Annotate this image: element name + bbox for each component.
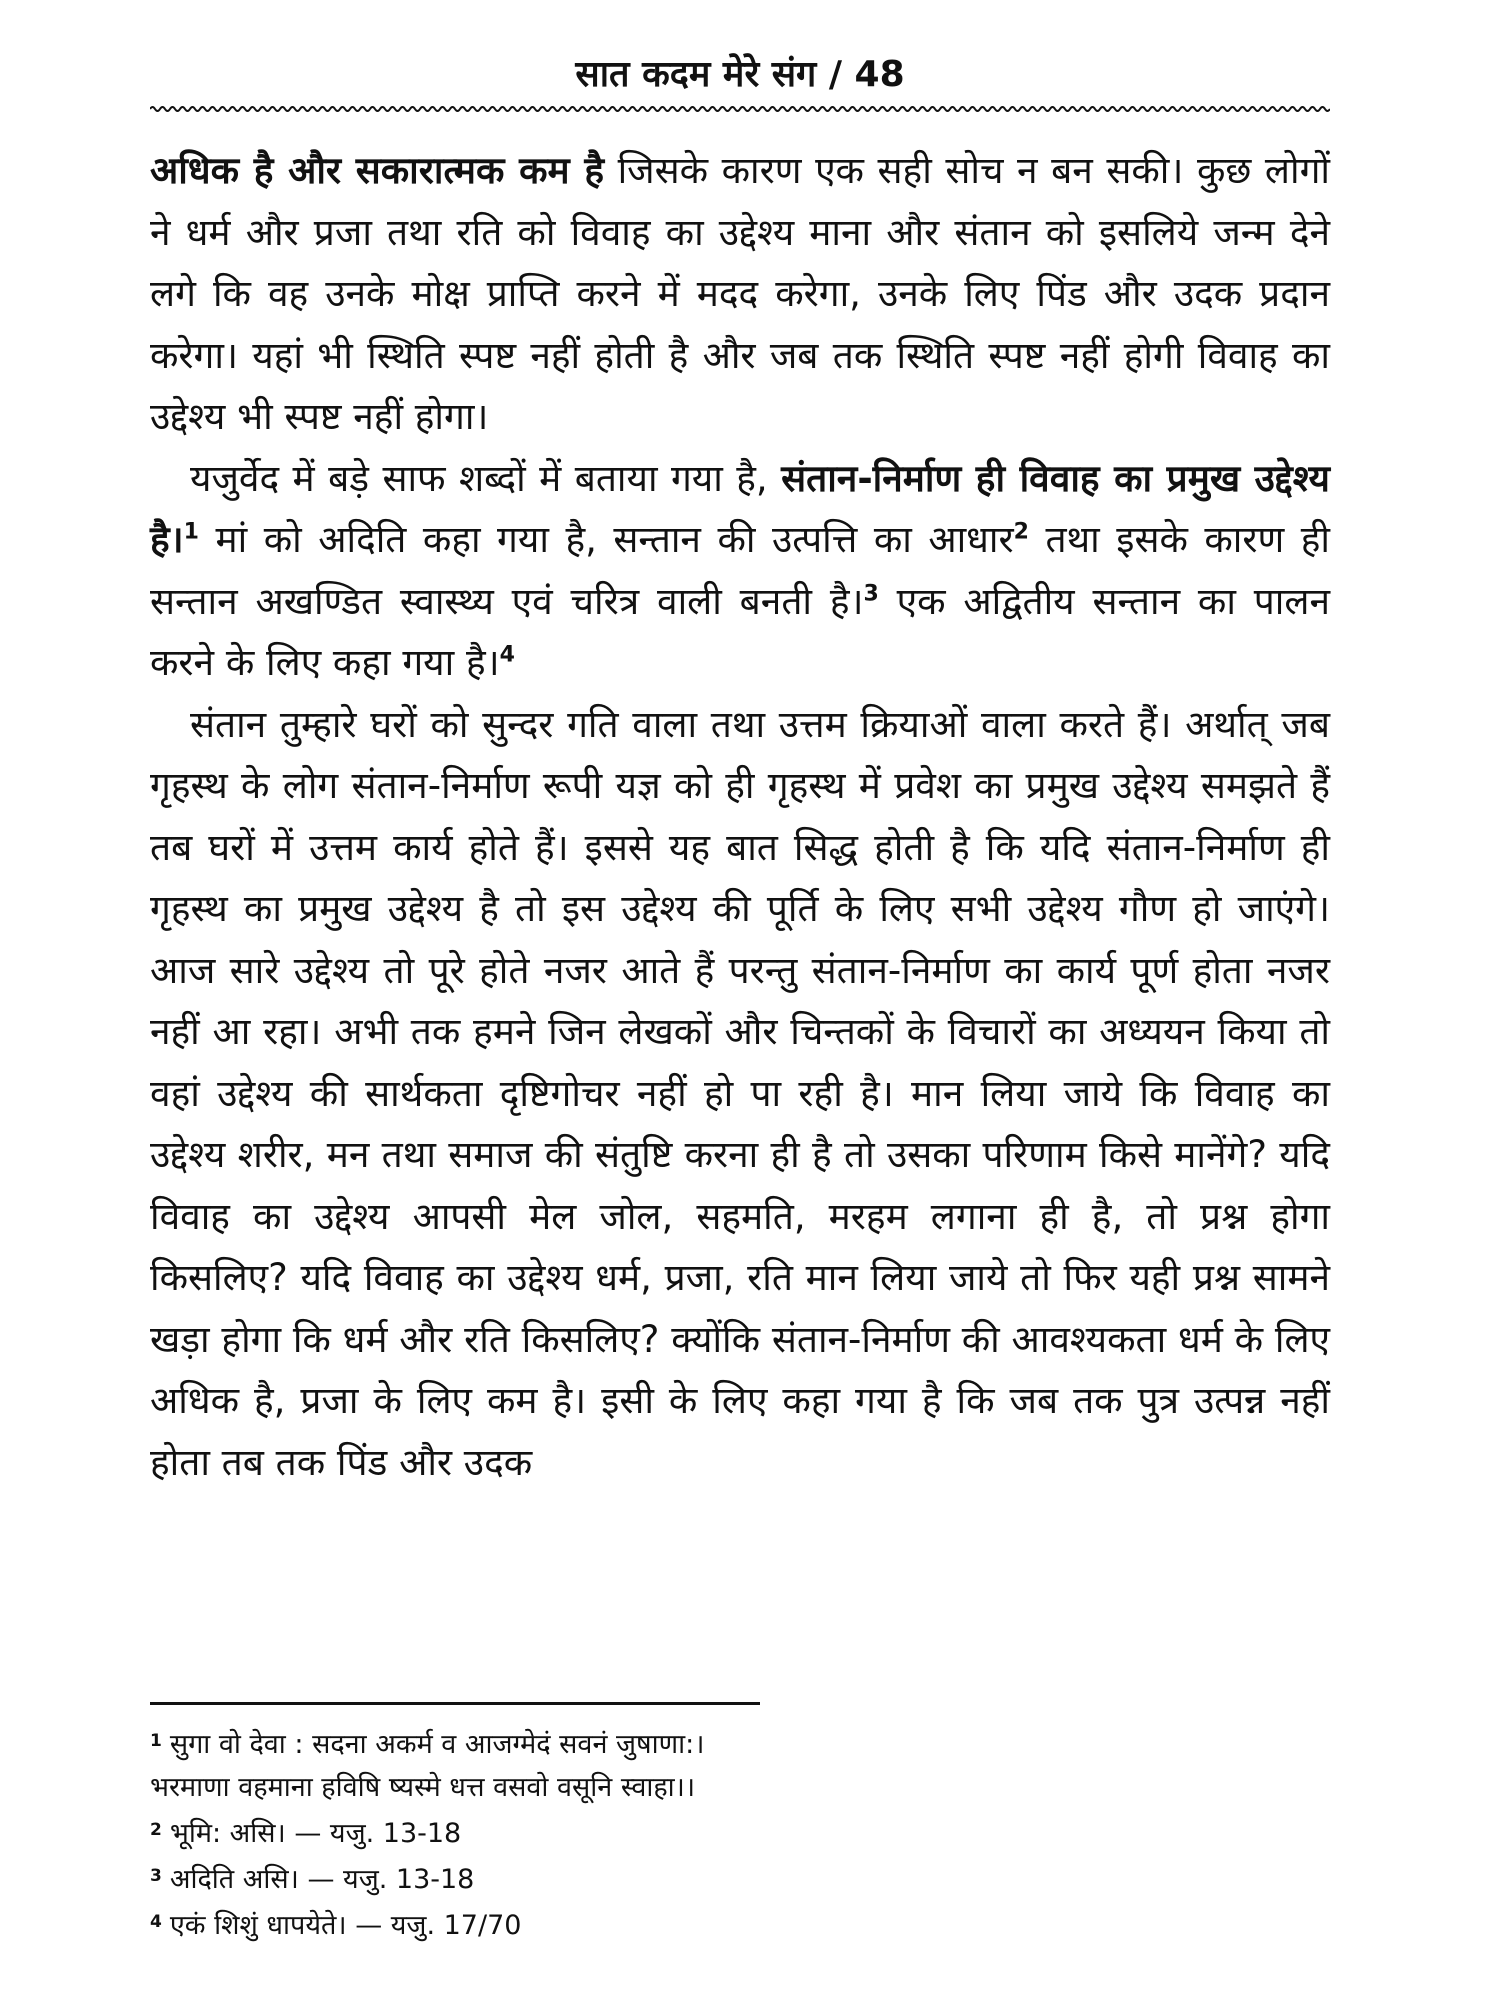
header-wavy-rule [150,104,1330,114]
footnote-text: भूमि: असि। — यजु. 13-18 [169,1818,462,1849]
footnote-3 [150,1855,1330,1901]
footnote-text: एकं शिशुं धापयेते। — यजु. 17/70 [169,1910,522,1941]
paragraph-text: एक अद्वितीय सन्तान का पालन करने के लिए कहा गया है। [150,579,1330,684]
footnote-text: भरमाणा वहमाना हविषि ष्यस्मे धत्त वसवो वसूनि स्वाहा।। [150,1772,696,1803]
footnote-number: 3 [150,1866,162,1886]
paragraph-3 [150,694,1330,1494]
paragraph-text: संतान तुम्हारे घरों को सुन्दर गति वाला तथा उत्तम क्रियाओं वाला करते हैं। अर्थात् जब गृहस्थ के लोग संतान-निर्माण रूपी यज्ञ को ही गृहस्थ में प्रवेश का प्रमुख उद्देश्य समझते हैं तब घरों में उत्तम कार्य होते हैं। इससे यह बात सिद्ध होती है कि यदि संतान-निर्माण ही गृहस्थ का प्रमुख उद्देश्य है तो इस उद्देश्य की पूर्ति के लिए सभी उद्देश्य गौण हो जाएंगे। आज सारे उद्देश्य तो पूरे होते नजर आते हैं परन्तु संतान-निर्माण का कार्य पूर्ण होता नजर नहीं आ रहा। अभी तक हमने जिन लेखकों और चिन्तकों के विचारों का अध्ययन किया तो वहां उद्देश्य की सार्थकता दृष्टिगोचर नहीं हो पा रही है। मान लिया जाये कि विवाह का उद्देश्य शरीर, मन तथा समाज की संतुष्टि करना ही है तो उसका परिणाम किसे मानेंगे? यदि विवाह का उद्देश्य आपसी मेल जोल, सहमति, मरहम लगाना ही है, तो प्रश्न होगा किसलिए? यदि विवाह का उद्देश्य धर्म, प्रजा, रति मान लिया जाये तो फिर यही प्रश्न सामने खड़ा होगा कि धर्म और रति किसलिए? क्योंकि संतान-निर्माण की आवश्यकता धर्म के लिए अधिक है, प्रजा के लिए कम है। इसी के लिए कहा गया है कि जब तक पुत्र उत्पन्न नहीं होता तब तक पिंड और उदक [150,702,1330,1484]
paragraph-text: यजुर्वेद में बड़े साफ शब्दों में बताया गया है, [190,456,782,500]
footnote-ref-4: 4 [499,642,515,668]
footnote-ref-1: 1 [183,519,199,545]
paragraph-1 [150,140,1330,448]
running-header: सात कदम मेरे संग / 48 [575,54,905,95]
bold-phrase: संतान-निर्माण ही विवाह का प्रमुख उद्देश्य है। [150,456,1330,561]
bold-phrase: अधिक है और सकारात्मक कम है [150,149,604,192]
footnote-number: 2 [150,1820,162,1840]
footnote-text: सुगा वो देवा : सदना अकर्म व आजग्मेदं सवनं जुषाणा:। [169,1729,705,1760]
paragraph-2 [150,448,1330,694]
footnote-divider [150,1702,760,1705]
footnote-ref-2: 2 [1013,519,1029,545]
footnote-1-cont [150,1766,1330,1809]
footnote-4 [150,1901,1330,1947]
footnote-ref-3: 3 [863,581,879,607]
paragraph-text: मां को अदिति कहा गया है, सन्तान की उत्पत्ति का आधार [198,518,1014,561]
footnote-number: 4 [150,1912,162,1932]
footnotes [150,1720,1330,1947]
footnote-number: 1 [150,1731,162,1751]
paragraph-text: तथा इसके कारण ही सन्तान अखण्डित स्वास्थ्य एवं चरित्र वाली बनती है। [150,518,1330,623]
paragraph-text: जिसके कारण एक सही सोच न बन सकी। कुछ लोगों ने धर्म और प्रजा तथा रति को विवाह का उद्देश्य माना और संतान को इसलिये जन्म देने लगे कि वह उनके मोक्ष प्राप्ति करने में मदद करेगा, उनके लिए पिंड और उदक प्रदान करेगा। यहां भी स्थिति स्पष्ट नहीं होती है और जब तक स्थिति स्पष्ट नहीं होगी विवाह का उद्देश्य भी स्पष्ट नहीं होगा। [150,149,1330,438]
footnote-1 [150,1720,1330,1766]
main-text [150,140,1330,1493]
footnote-2 [150,1809,1330,1855]
footnote-text: अदिति असि। — यजु. 13-18 [169,1864,475,1895]
